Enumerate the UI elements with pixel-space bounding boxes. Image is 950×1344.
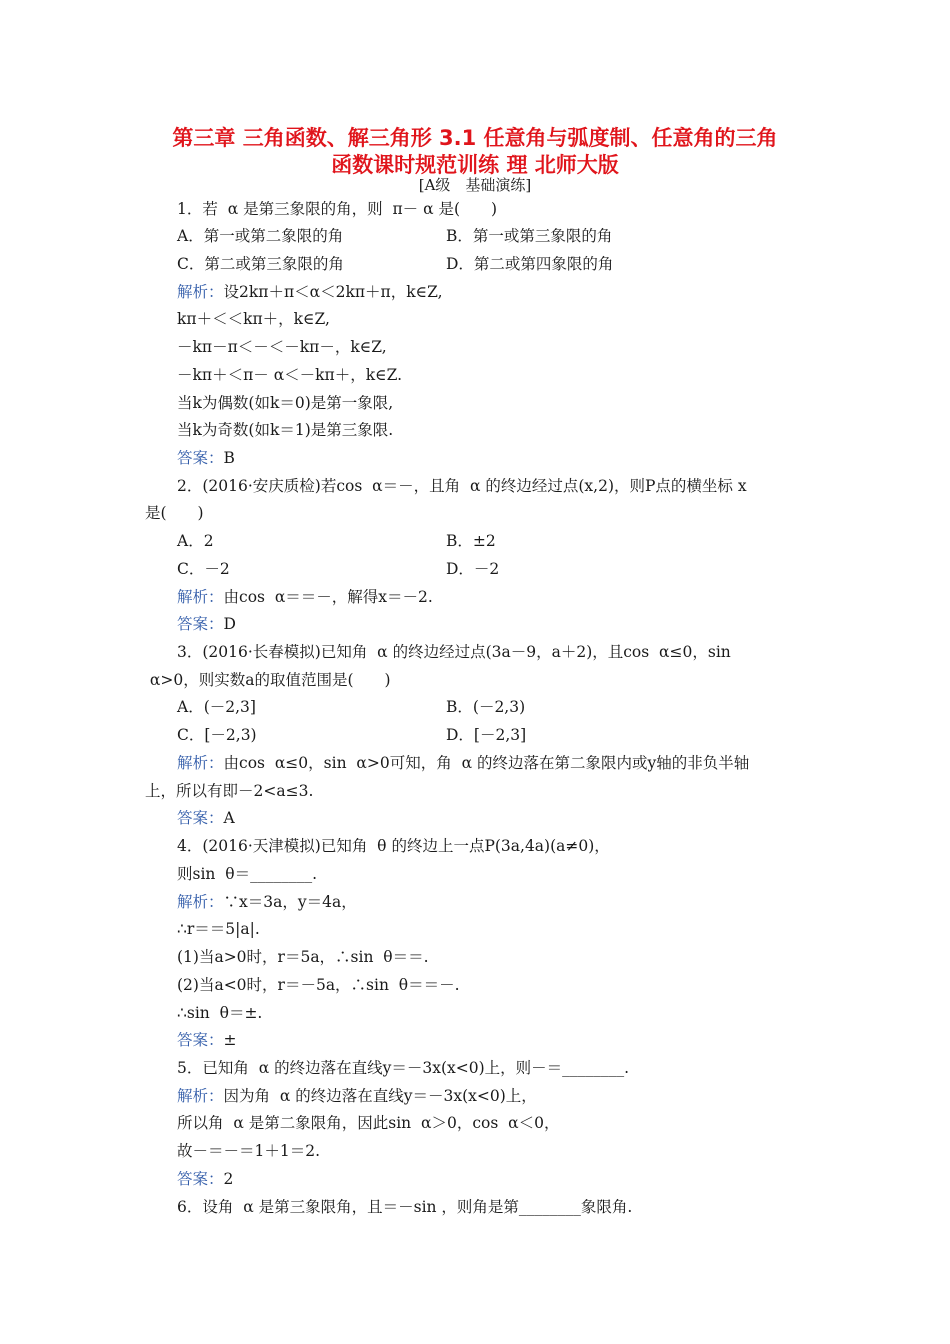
- q2-option-d: D．－2: [446, 560, 500, 578]
- q2-option-a: A．2: [177, 532, 214, 550]
- q5-stem: 5．已知角 α 的终边落在直线y＝－3x(x<0)上，则－＝________.: [177, 1059, 630, 1077]
- q3-stem-line-1: 3．(2016·长春模拟)已知角 α 的终边经过点(3a－9，a＋2)，且cos α≤0，sin: [177, 643, 731, 661]
- q4-analysis-line-1: 解析：∵x＝3a，y＝4a，: [177, 893, 357, 911]
- q1-analysis-line-5: 当k为偶数(如k＝0)是第一象限,: [177, 394, 394, 412]
- analysis-label: 解析：: [177, 893, 224, 911]
- q1-option-a: A．第一或第二象限的角: [177, 227, 344, 245]
- q2-option-c: C．－2: [177, 560, 230, 578]
- analysis-label: 解析：: [177, 1087, 224, 1105]
- q1-analysis-line-6: 当k为奇数(如k＝1)是第三象限.: [177, 421, 394, 439]
- q2-stem-line-1: 2．(2016·安庆质检)若cos α＝－，且角 α 的终边经过点(x,2)，则P点的横坐标 x: [177, 477, 747, 495]
- q3-option-a: A．(－2,3]: [177, 698, 256, 716]
- answer-label: 答案：: [177, 809, 224, 827]
- q2-answer: 答案：D: [177, 615, 236, 633]
- q4-analysis-line-2: ∴r＝＝5|a|.: [177, 920, 260, 938]
- q2-option-b: B．±2: [446, 532, 496, 550]
- page-title-line-2: 函数课时规范训练 理 北师大版: [331, 153, 619, 177]
- q1-analysis-line-3: －kπ－π＜－＜－kπ－，k∈Z,: [177, 338, 387, 356]
- q3-analysis-line-1: 解析：由cos α≤0，sin α>0可知，角 α 的终边落在第二象限内或y轴的非负半轴: [177, 754, 750, 772]
- analysis-label: 解析：: [177, 588, 224, 606]
- answer-label: 答案：: [177, 1031, 224, 1049]
- q1-option-c: C．第二或第三象限的角: [177, 255, 344, 273]
- q5-analysis-line-1: 解析：因为角 α 的终边落在直线y＝－3x(x<0)上，: [177, 1087, 537, 1105]
- q3-option-c: C．[－2,3): [177, 726, 257, 744]
- q1-stem: 1．若 α 是第三象限的角，则 π－ α 是( ): [177, 200, 498, 218]
- q4-analysis-line-3: (1)当a>0时，r＝5a，∴sin θ＝＝.: [177, 948, 429, 966]
- q1-option-b: B．第一或第三象限的角: [446, 227, 613, 245]
- answer-label: 答案：: [177, 449, 224, 467]
- q6-stem: 6．设角 α 是第三象限角，且＝－sin ，则角是第________象限角.: [177, 1198, 633, 1216]
- q3-option-d: D．[－2,3]: [446, 726, 527, 744]
- q1-analysis-line-2: kπ＋＜＜kπ＋，k∈Z,: [177, 310, 330, 328]
- q5-analysis-line-2: 所以角 α 是第二象限角，因此sin α＞0，cos α＜0，: [177, 1114, 560, 1132]
- q2-stem-line-2: 是( ): [145, 504, 204, 522]
- q5-analysis-line-3: 故－＝－＝1＋1＝2.: [177, 1142, 321, 1160]
- q3-answer: 答案：A: [177, 809, 235, 827]
- q4-stem-line-2: 则sin θ＝________.: [177, 865, 318, 883]
- q3-option-b: B．(－2,3): [446, 698, 526, 716]
- answer-label: 答案：: [177, 615, 224, 633]
- q4-stem-line-1: 4．(2016·天津模拟)已知角 θ 的终边上一点P(3a,4a)(a≠0)，: [177, 837, 610, 855]
- answer-label: 答案：: [177, 1170, 224, 1188]
- page-title-line-1: 第三章 三角函数、解三角形 3.1 任意角与弧度制、任意角的三角: [172, 126, 778, 150]
- q3-stem-line-2: α>0，则实数a的取值范围是( ): [145, 671, 391, 689]
- q4-analysis-line-5: ∴sin θ＝±.: [177, 1004, 263, 1022]
- analysis-label: 解析：: [177, 754, 224, 772]
- q4-analysis-line-4: (2)当a<0时，r＝－5a，∴sin θ＝＝－.: [177, 976, 460, 994]
- analysis-label: 解析：: [177, 283, 224, 301]
- q5-answer: 答案：2: [177, 1170, 234, 1188]
- q4-answer: 答案：±: [177, 1031, 237, 1049]
- q2-analysis: 解析：由cos α＝＝－，解得x＝－2.: [177, 588, 433, 606]
- q1-analysis-line-4: －kπ＋＜π－ α＜－kπ＋，k∈Z.: [177, 366, 403, 384]
- q1-option-d: D．第二或第四象限的角: [446, 255, 614, 273]
- q1-answer: 答案：B: [177, 449, 235, 467]
- q3-analysis-line-2: 上，所以有即－2<a≤3.: [145, 782, 314, 800]
- section-heading: [A级 基础演练]: [418, 176, 532, 194]
- q1-analysis-line-1: 解析：设2kπ＋π＜α＜2kπ＋π，k∈Z,: [177, 283, 443, 301]
